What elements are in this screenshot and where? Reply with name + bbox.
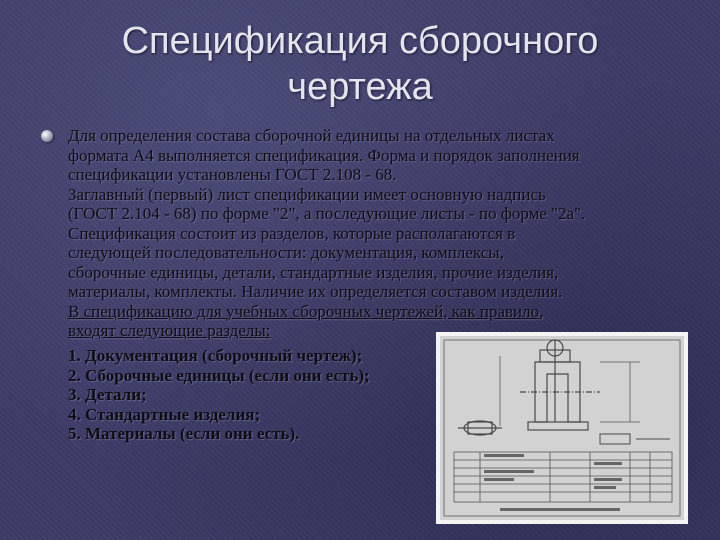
paragraph-line: Спецификация состоит из разделов, которые располагаются в [68,223,516,243]
paragraph-line: спецификации установлены ГОСТ 2.108 - 68. [68,165,397,184]
slide-title [60,18,660,110]
paragraph-line: формата А4 выполняется спецификация. Форма и порядок заполнения [68,145,580,165]
list-item: 3. Детали; [68,385,147,404]
paragraph-line: Для определения состава сборочной единицы на отдельных листах [68,126,555,145]
sections-list [68,346,448,444]
list-item: 4. Стандартные изделия; [68,404,261,424]
underlined-line: В спецификацию для учебных сборочных чертежей, как правило, [68,301,544,321]
paragraph-line: Заглавный (первый) лист спецификации имеет основную надпись [68,184,546,204]
list-item: 2. Сборочные единицы (если они есть); [68,365,370,385]
slide-title-text: Спецификация сборочного чертежа [121,20,599,108]
list-item: 5. Материалы (если они есть). [68,424,300,443]
body-paragraph [68,126,708,341]
assembly-drawing-image [436,332,688,524]
drawing-illustration [440,336,684,520]
paragraph-line: (ГОСТ 2.104 - 68) по форме "2", а последующие листы - по форме "2а". [68,204,586,223]
list-item: 1. Документация (сборочный чертеж); [68,346,363,365]
underlined-line: входят следующие разделы: [68,321,271,340]
paragraph-line: сборочные единицы, детали, стандартные изделия, прочие изделия, [68,262,559,282]
paragraph-line: материалы, комплекты. Наличие их определяется составом изделия. [68,282,563,301]
bullet-icon [41,130,53,142]
paragraph-line: следующей последовательности: документация, комплексы, [68,243,504,262]
